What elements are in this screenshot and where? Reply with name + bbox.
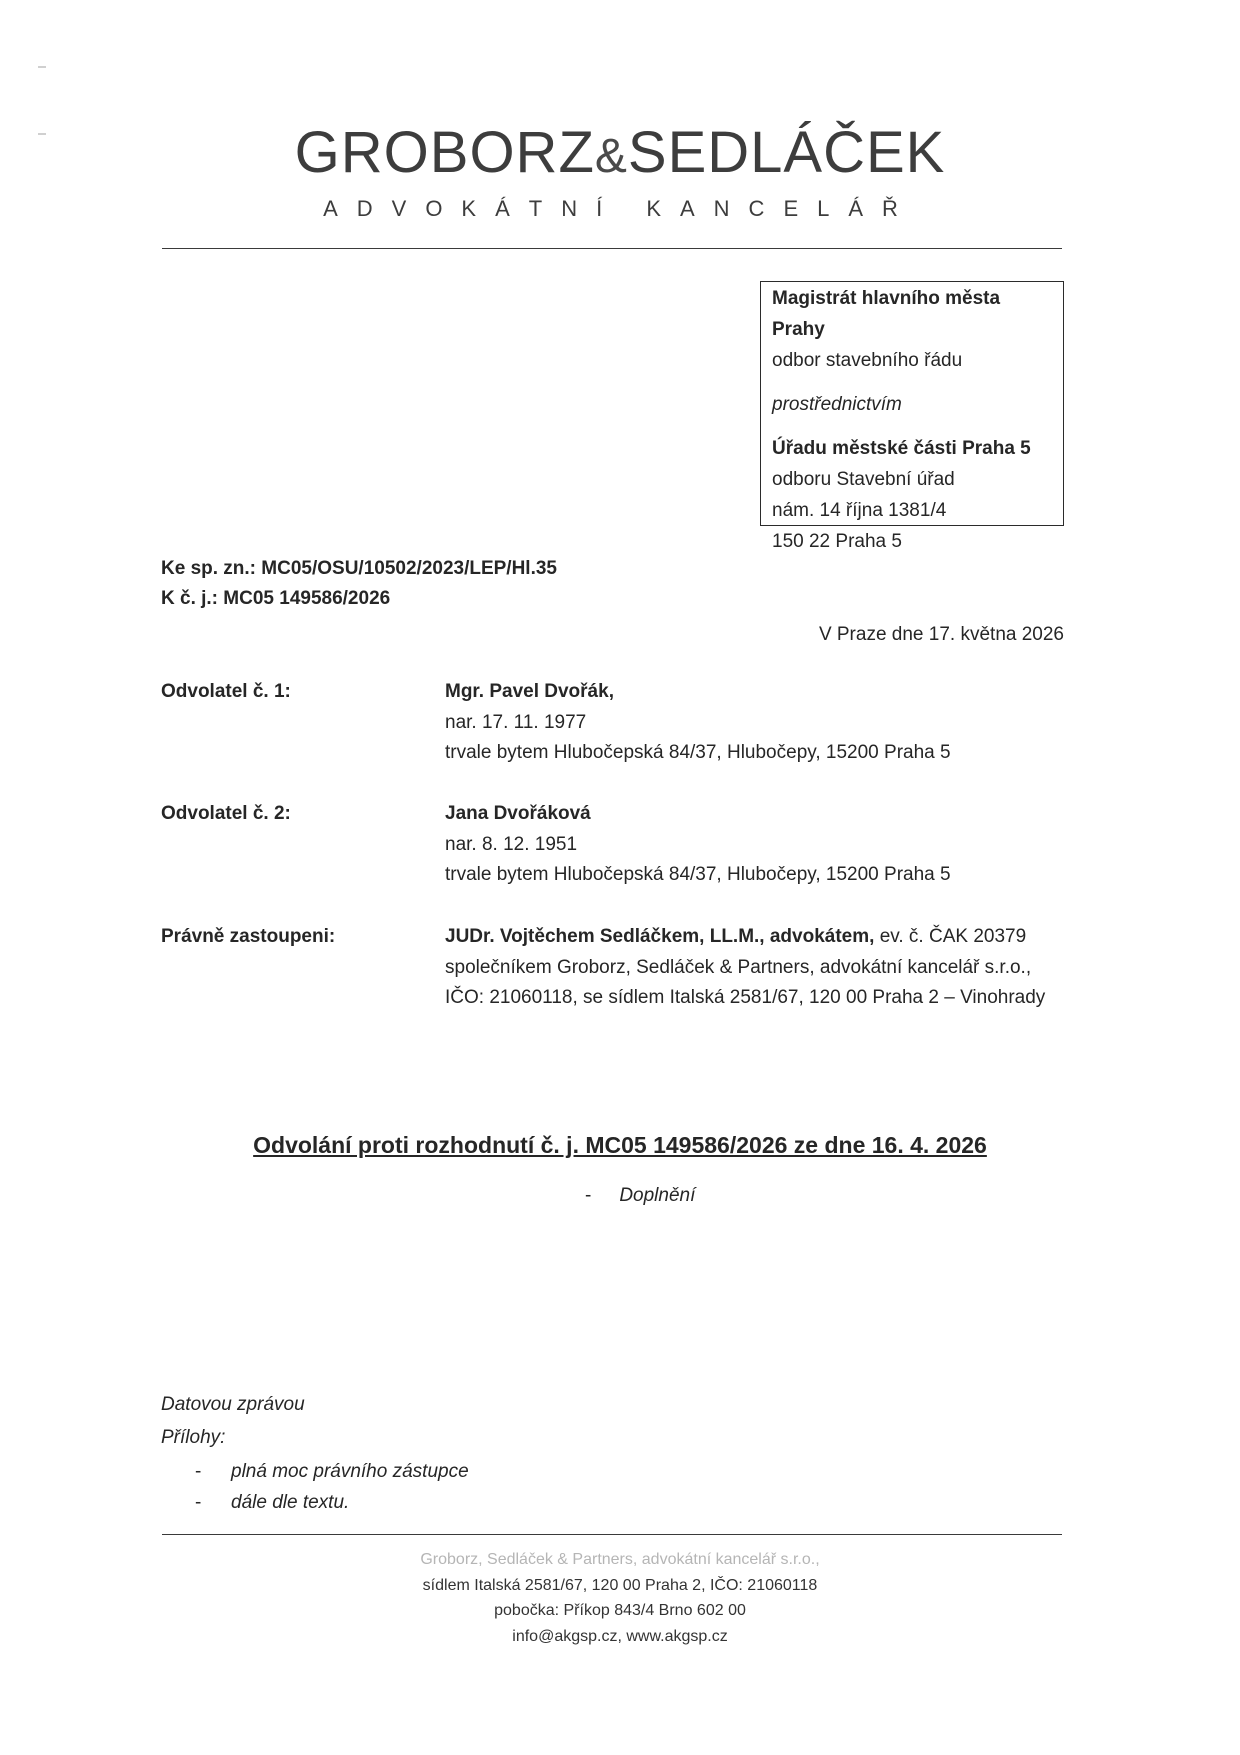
representation-label: Právně zastoupeni:: [161, 926, 336, 947]
file-number: Ke sp. zn.: MC05/OSU/10502/2023/LEP/Hl.35: [161, 558, 558, 579]
scan-mark: [38, 66, 46, 68]
recipient-office-department: odboru Stavební úřad: [772, 469, 955, 490]
footer-contact: info@akgsp.cz, www.akgsp.cz: [512, 1627, 728, 1645]
attachments-list: [195, 1456, 469, 1518]
footer-divider: [162, 1534, 1062, 1535]
recipient-authority: Magistrát hlavního města Prahy: [772, 288, 1001, 340]
reference-number: K č. j.: MC05 149586/2026: [161, 588, 391, 609]
page-footer: [0, 1547, 1240, 1649]
delivery-method: Datovou zprávou: [161, 1394, 305, 1415]
appellant-2-born: nar. 8. 12. 1951: [445, 833, 578, 855]
representative-line-2: společníkem Groborz, Sedláček & Partners, advokátní kancelář s.r.o.,: [445, 956, 1032, 978]
attachment-text: plná moc právního zástupce: [231, 1461, 469, 1482]
attachment-item: [195, 1456, 469, 1487]
firm-logo: [0, 118, 1240, 192]
recipient-via: prostřednictvím: [772, 394, 902, 415]
footer-firm-name: Groborz, Sedláček & Partners, advokátní kancelář s.r.o.,: [420, 1551, 820, 1568]
representative-line-1: [445, 922, 1045, 953]
appellant-2-name: Jana Dvořáková: [445, 803, 591, 824]
letter-date: V Praze dne 17. května 2026: [818, 624, 1064, 645]
appellant-2-address: trvale bytem Hlubočepská 84/37, Hlubočepy, 15200 Praha 5: [445, 864, 951, 885]
representative-line-3: IČO: 21060118, se sídlem Italská 2581/67, 120 00 Praha 2 – Vinohrady: [445, 987, 1046, 1008]
supplement-dash: -: [585, 1185, 592, 1206]
footer-branch: pobočka: Příkop 843/4 Brno 602 00: [494, 1602, 746, 1619]
attachment-item: [195, 1487, 469, 1518]
subject-supplement: [585, 1181, 695, 1211]
recipient-street: nám. 14 října 1381/4: [772, 500, 947, 521]
attachments-label: Přílohy:: [161, 1427, 226, 1448]
attachment-text: dále dle textu.: [231, 1492, 350, 1513]
firm-logo-ampersand: &: [594, 130, 628, 183]
appellant-2-label: Odvolatel č. 2:: [161, 803, 291, 824]
appellant-1-address: trvale bytem Hlubočepská 84/37, Hlubočepy, 15200 Praha 5: [445, 742, 951, 763]
recipient-address-box: [760, 281, 1064, 552]
appellant-1-details: [445, 677, 951, 769]
firm-logo-part1: GROBORZ: [294, 120, 595, 185]
firm-subtitle: ADVOKÁTNÍ KANCELÁŘ: [323, 196, 917, 221]
attachment-dash: -: [195, 1492, 202, 1513]
representative-name: JUDr. Vojtěchem Sedláčkem, LL.M., advokátem,: [445, 926, 875, 947]
document-subject: Odvolání proti rozhodnutí č. j. MC05 149586/2026 ze dne 16. 4. 2026: [253, 1132, 987, 1158]
header-divider: [162, 248, 1062, 249]
supplement-text: Doplnění: [619, 1185, 696, 1206]
firm-logo-part2: SEDLÁČEK: [627, 120, 946, 185]
appellant-1-name: Mgr. Pavel Dvořák,: [445, 681, 614, 702]
attachment-dash: -: [195, 1461, 202, 1482]
footer-seat: sídlem Italská 2581/67, 120 00 Praha 2, IČO: 21060118: [422, 1576, 818, 1594]
appellant-2-details: [445, 799, 951, 891]
recipient-department: odbor stavebního řádu: [772, 350, 963, 371]
representation-details: [445, 922, 1045, 1014]
representative-bar-number: ev. č. ČAK 20379: [874, 926, 1027, 947]
appellant-1-born: nar. 17. 11. 1977: [445, 711, 587, 733]
recipient-city: 150 22 Praha 5: [772, 531, 902, 552]
recipient-office: Úřadu městské části Praha 5: [772, 438, 1031, 459]
appellant-1-label: Odvolatel č. 1:: [161, 681, 291, 702]
